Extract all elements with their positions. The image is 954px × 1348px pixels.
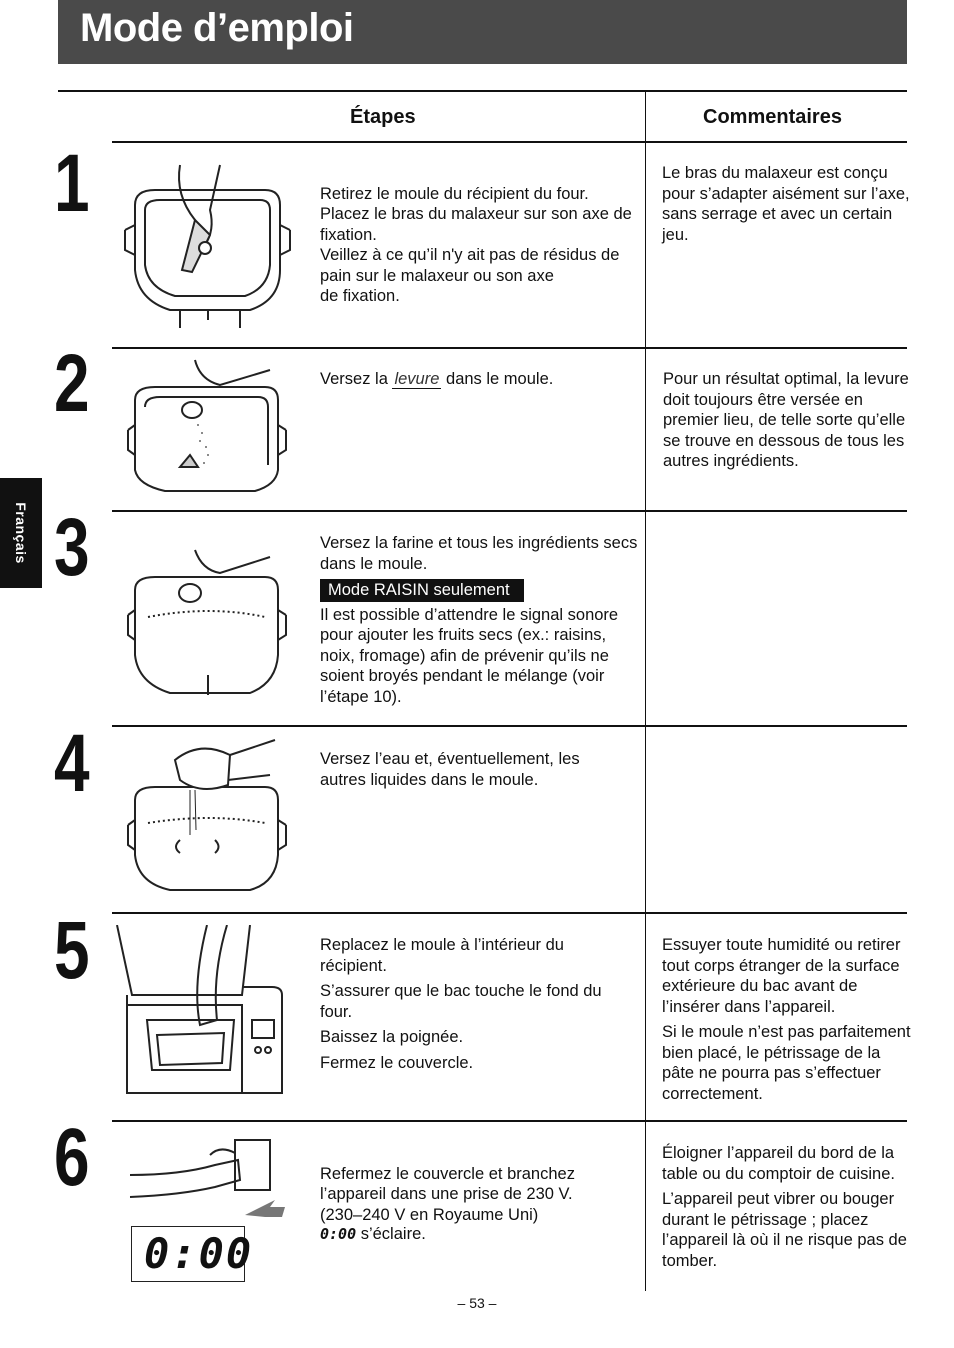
glossary-term-levure[interactable]: levure xyxy=(394,370,440,388)
column-header-steps: Étapes xyxy=(350,106,416,128)
step-4-text xyxy=(320,749,620,795)
step-5-text xyxy=(320,935,620,1078)
row-divider xyxy=(112,347,907,349)
comment-paragraph: Essuyer toute humidité ou retirer tout corps étranger de la surface extérieure du bac avant de l’insérer dans l’appareil. xyxy=(662,936,901,1016)
step-6-comment xyxy=(662,1143,916,1276)
illustration-insert-pan-icon xyxy=(112,925,290,1100)
row-divider xyxy=(112,912,907,914)
comment-paragraph: Si le moule n’est pas parfaitement bien placé, le pétrissage de la pâte ne pourra pas s’effectuer correctement. xyxy=(662,1023,911,1103)
display-suffix: s’éclaire. xyxy=(360,1225,426,1243)
step-number: 3 xyxy=(54,502,89,593)
comment-paragraph: Éloigner l’appareil du bord de la table ou du comptoir de cuisine. xyxy=(662,1144,895,1183)
illustration-plug-in-icon xyxy=(120,1135,300,1220)
step-2-comment xyxy=(663,369,911,477)
step-5-comment xyxy=(662,935,914,1109)
step-text-paragraph: Il est possible d’attendre le signal sonore pour ajouter les fruits secs (ex.: raisins, noix, fromage) afin de prévenir qu’ils ne soient broyés pendant le mélange (voir l’étape 10). xyxy=(320,605,619,706)
step-1-text xyxy=(320,163,640,332)
illustration-pour-yeast-icon xyxy=(120,355,300,495)
comment-paragraph: Pour un résultat optimal, la levure doit toujours être versée en premier lieu, de telle sorte qu’elle se trouve en dessous de tous les autres ingrédients. xyxy=(663,370,909,470)
step-text-after: dans le moule. xyxy=(446,370,554,388)
row-divider xyxy=(112,1120,907,1122)
language-tab-label: Français xyxy=(13,502,29,564)
step-number: 6 xyxy=(54,1112,89,1203)
step-number: 5 xyxy=(54,905,89,996)
step-6-display-note xyxy=(320,1224,620,1245)
step-text-paragraph: Refermez le couvercle et branchez l’appareil dans une prise de 230 V. (230–240 V en Royaume Uni) xyxy=(320,1164,575,1224)
illustration-pour-flour-icon xyxy=(120,545,300,705)
table-top-rule xyxy=(58,90,907,92)
step-number: 4 xyxy=(54,718,89,809)
step-text-paragraph: Retirez le moule du récipient du four. Placez le bras du malaxeur sur son axe de fixation. Veillez à ce qu’il n'y ait pas de résidus de pain sur le malaxeur ou son axe de fixation. xyxy=(320,184,632,305)
display-inline-value: 0:00 xyxy=(320,1225,357,1243)
step-text-paragraph: Baissez la poignée. xyxy=(320,1028,464,1046)
step-number: 1 xyxy=(54,138,89,229)
column-header-comments: Commentaires xyxy=(703,106,842,128)
row-divider xyxy=(112,141,907,143)
row-divider xyxy=(112,510,907,512)
step-text-paragraph: Versez l’eau et, éventuellement, les autres liquides dans le moule. xyxy=(320,750,580,789)
illustration-pour-water-icon xyxy=(120,735,300,895)
page-title: Mode d’emploi xyxy=(80,6,354,50)
step-text-paragraph: Versez la farine et tous les ingrédients secs dans le moule. xyxy=(320,534,638,573)
step-number: 2 xyxy=(54,338,89,429)
step-text-before: Versez la xyxy=(320,370,388,388)
row-divider xyxy=(112,725,907,727)
step-text-paragraph: S’assurer que le bac touche le fond du four. xyxy=(320,982,602,1021)
page-number: – 53 – xyxy=(457,1295,497,1311)
step-2-text xyxy=(320,369,640,390)
step-text-paragraph: Fermez le couvercle. xyxy=(320,1053,474,1072)
step-1-comment xyxy=(662,163,912,250)
illustration-kneading-blade-icon xyxy=(120,160,300,335)
step-text-paragraph: Replacez le moule à l’intérieur du récipient. xyxy=(320,936,564,975)
step-3-text xyxy=(320,533,642,712)
lcd-display-value: 0:00 xyxy=(144,1229,254,1278)
language-tab[interactable] xyxy=(0,478,42,588)
column-divider xyxy=(645,91,646,1291)
comment-paragraph: L’appareil peut vibrer ou bouger durant le pétrissage ; placez l’appareil là où il ne risque pas de tomber. xyxy=(662,1190,907,1270)
comment-paragraph: Le bras du malaxeur est conçu pour s’adapter aisément sur l’axe, sans serrage et avec un certain jeu. xyxy=(662,164,910,244)
title-bar xyxy=(58,0,907,64)
raisin-mode-badge: Mode RAISIN seulement xyxy=(320,579,524,602)
lcd-display xyxy=(131,1226,254,1282)
